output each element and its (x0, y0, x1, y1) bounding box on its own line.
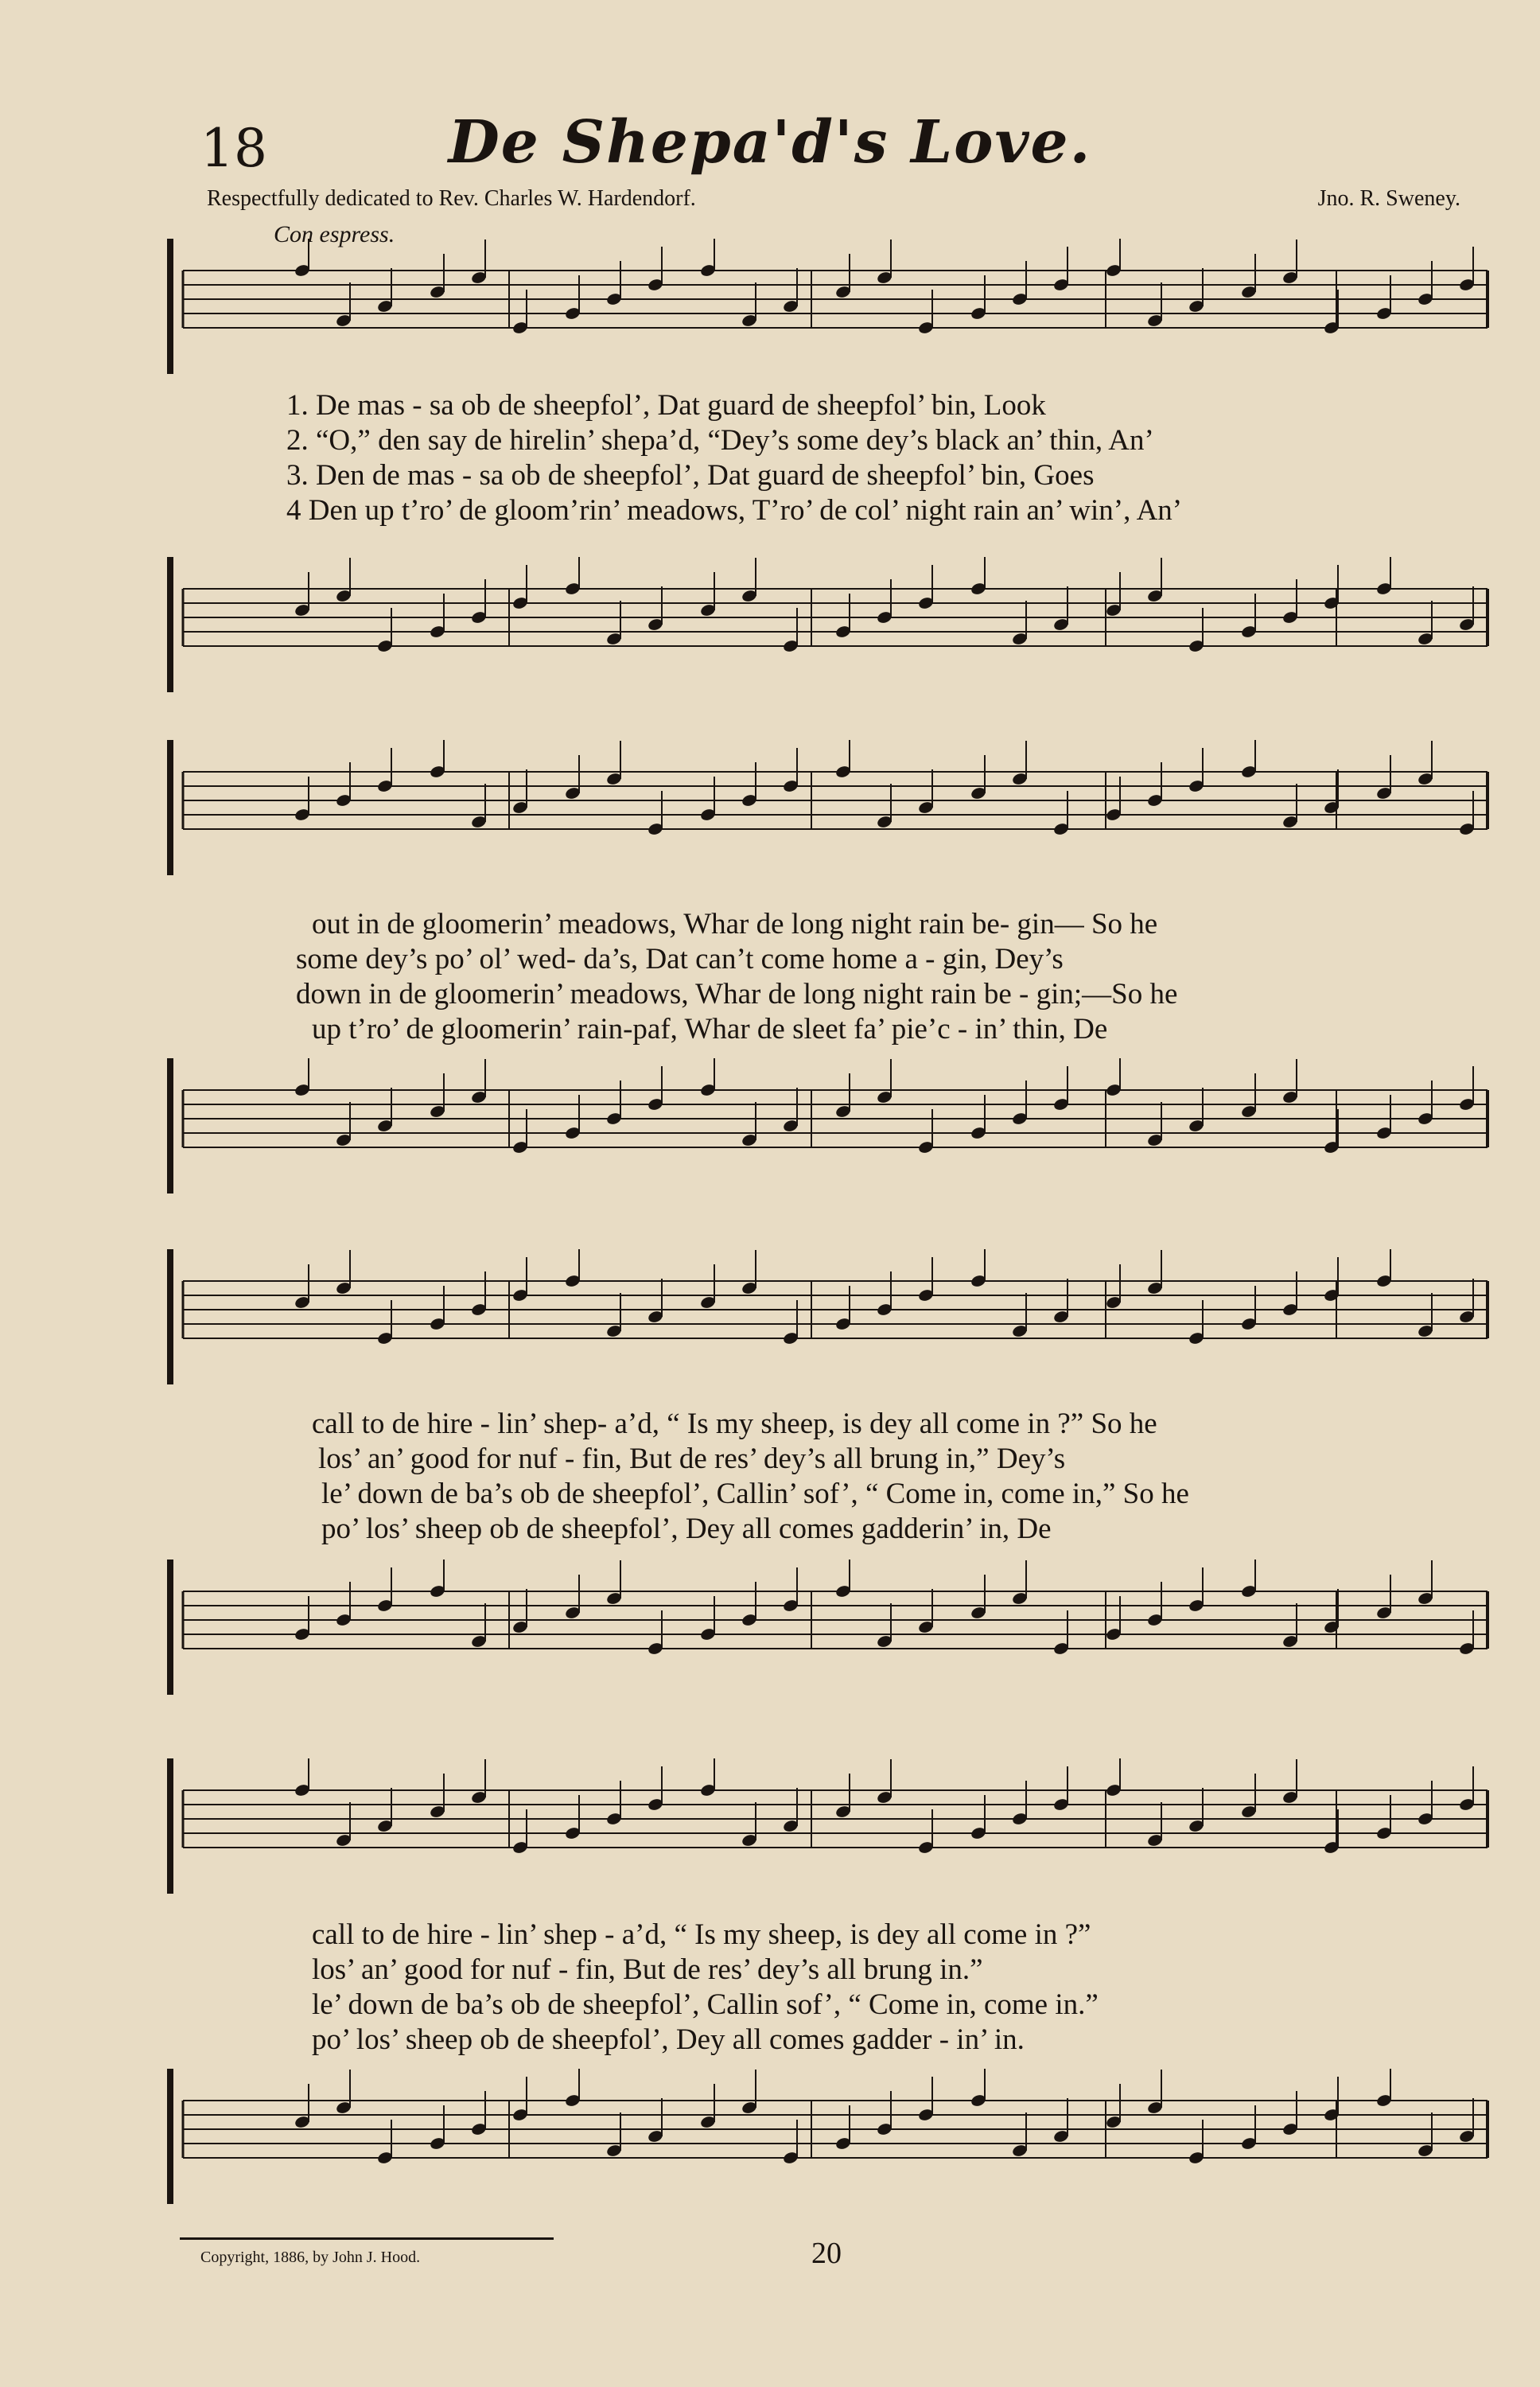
note-head (376, 2120, 393, 2165)
note-head (1375, 755, 1392, 800)
note-head (1323, 565, 1340, 610)
note-head (1458, 247, 1475, 292)
lyric-line: los’ an’ good for nuf - fin, But de res’ dey’s all brung in,” Dey’s (318, 1443, 1066, 1475)
note-head (294, 572, 310, 617)
note-head (647, 1610, 663, 1656)
note-head (294, 1264, 310, 1310)
note-head (741, 1102, 757, 1147)
note-head (1011, 261, 1028, 306)
note-head (1240, 1560, 1257, 1598)
note-head (917, 565, 934, 610)
note-head (970, 1249, 986, 1288)
note-head (605, 1560, 622, 1606)
note-head (1323, 1109, 1340, 1155)
note-head (970, 1795, 986, 1840)
note-head (1323, 1257, 1340, 1303)
note-head (970, 1575, 986, 1620)
note-head (470, 1271, 487, 1317)
note-head (699, 1058, 716, 1097)
note-head (1375, 1095, 1392, 1140)
lyric-line: call to de hire - lin’ shep - a’d, “ Is my sheep, is dey all come in ?” (312, 1918, 1091, 1951)
hymn-title: De Shepa'd's Love. (448, 108, 1092, 177)
note-head (335, 558, 352, 603)
lyric-line: some dey’s po’ ol’ wed- da’s, Dat can’t come home a - gin, Dey’s (296, 943, 1064, 975)
note-head (429, 1774, 445, 1819)
note-head (470, 1759, 487, 1805)
note-head (917, 2077, 934, 2122)
note-head (470, 2091, 487, 2136)
bass-staff-system-1 (159, 557, 1495, 692)
note-head (1105, 1596, 1122, 1641)
lyric-line: le’ down de ba’s ob de sheepfol’, Callin sof’, “ Come in, come in.” (312, 1988, 1099, 2021)
lyric-line: 2. “O,” den say de hirelin’ shepa’d, “Dey’s some dey’s black an’ thin, An’ (286, 424, 1154, 457)
note-head (564, 1249, 581, 1288)
note-head (1417, 741, 1433, 786)
note-head (470, 239, 487, 285)
note-head (834, 740, 851, 779)
note-head (1240, 1073, 1257, 1119)
note-head (1188, 608, 1204, 653)
lyric-line: 1. De mas - sa ob de sheepfol’, Dat guard de sheepfol’ bin, Look (286, 389, 1046, 422)
note-head (834, 594, 851, 639)
note-head (834, 1774, 851, 1819)
note-head (782, 1567, 799, 1613)
note-head (605, 261, 622, 306)
bass-staff-system-4 (159, 2069, 1495, 2204)
note-head (782, 1788, 799, 1833)
note-head (335, 762, 352, 808)
note-head (699, 1758, 716, 1797)
note-head (1146, 1102, 1163, 1147)
note-head (1105, 572, 1122, 617)
note-head (376, 268, 393, 313)
lyric-line: po’ los’ sheep ob de sheepfol’, Dey all comes gadder - in’ in. (312, 2023, 1025, 2056)
note-head (1188, 2120, 1204, 2165)
note-head (1417, 261, 1433, 306)
note-head (1281, 2091, 1298, 2136)
note-head (294, 1058, 310, 1097)
note-head (1052, 2098, 1069, 2144)
note-head (970, 2069, 986, 2108)
note-head (1105, 2084, 1122, 2129)
note-head (876, 1271, 892, 1317)
dedication: Respectfully dedicated to Rev. Charles W. Hardendorf. (207, 186, 696, 211)
note-head (1458, 1066, 1475, 1112)
note-head (741, 1582, 757, 1627)
note-head (511, 565, 528, 610)
note-head (564, 275, 581, 321)
note-head (1417, 1781, 1433, 1826)
note-head (429, 1560, 445, 1598)
treble-staff-system-1 (159, 239, 1495, 374)
note-head (1323, 2077, 1340, 2122)
note-head (1323, 1809, 1340, 1855)
note-head (1052, 1766, 1069, 1812)
note-head (647, 1766, 663, 1812)
note-head (1375, 275, 1392, 321)
note-head (1146, 2070, 1163, 2115)
note-head (876, 2091, 892, 2136)
note-head (470, 1603, 487, 1649)
note-head (564, 1095, 581, 1140)
note-head (1146, 1802, 1163, 1848)
page-number: 18 (200, 118, 267, 179)
note-head (511, 1109, 528, 1155)
note-head (1146, 558, 1163, 603)
note-head (1105, 1264, 1122, 1310)
note-head (647, 586, 663, 632)
note-head (1240, 1774, 1257, 1819)
copyright-notice: Copyright, 1886, by John J. Hood. (200, 2249, 421, 2266)
note-head (605, 1081, 622, 1126)
note-head (1323, 290, 1340, 335)
note-head (1105, 239, 1122, 278)
note-head (782, 268, 799, 313)
note-head (1188, 1567, 1204, 1613)
note-head (1188, 1088, 1204, 1133)
bass-staff-system-3 (159, 1560, 1495, 1695)
note-head (876, 1059, 892, 1104)
composer: Jno. R. Sweney. (1317, 186, 1460, 211)
note-head (782, 608, 799, 653)
note-head (1052, 586, 1069, 632)
note-head (564, 2069, 581, 2108)
footer-page-number: 20 (811, 2237, 842, 2270)
note-head (647, 791, 663, 836)
note-head (741, 762, 757, 808)
lyric-line: 4 Den up t’ro’ de gloom’rin’ meadows, T’ro’ de col’ night rain an’ win’, An’ (286, 494, 1183, 527)
note-head (876, 239, 892, 285)
note-head (429, 1286, 445, 1331)
note-head (1323, 769, 1340, 815)
note-head (1281, 1271, 1298, 1317)
note-head (1458, 1610, 1475, 1656)
note-head (511, 1257, 528, 1303)
note-head (741, 282, 757, 328)
note-head (511, 1589, 528, 1634)
note-head (1011, 1781, 1028, 1826)
note-head (917, 1257, 934, 1303)
note-head (970, 557, 986, 596)
note-head (1052, 1610, 1069, 1656)
note-head (511, 290, 528, 335)
note-head (782, 1088, 799, 1133)
note-head (335, 1582, 352, 1627)
note-head (511, 1809, 528, 1855)
note-head (511, 2077, 528, 2122)
note-head (1052, 247, 1069, 292)
note-head (470, 1059, 487, 1104)
note-head (782, 1300, 799, 1345)
note-head (834, 1286, 851, 1331)
note-head (699, 2084, 716, 2129)
note-head (511, 769, 528, 815)
note-head (917, 769, 934, 815)
note-head (834, 1560, 851, 1598)
note-head (741, 1802, 757, 1848)
note-head (429, 740, 445, 779)
note-head (1188, 1788, 1204, 1833)
note-head (1146, 762, 1163, 808)
note-head (294, 239, 310, 278)
note-head (1281, 1759, 1298, 1805)
note-head (647, 2098, 663, 2144)
treble-staff-system-4 (159, 1758, 1495, 1894)
note-head (1375, 2069, 1392, 2108)
note-head (699, 1596, 716, 1641)
note-head (699, 777, 716, 822)
note-head (1417, 2112, 1433, 2158)
note-head (335, 282, 352, 328)
note-head (376, 1788, 393, 1833)
note-head (917, 1109, 934, 1155)
lyric-line: 3. Den de mas - sa ob de sheepfol’, Dat guard de sheepfol’ bin, Goes (286, 459, 1095, 492)
note-head (834, 1073, 851, 1119)
note-head (1240, 594, 1257, 639)
note-head (699, 1264, 716, 1310)
note-head (335, 2070, 352, 2115)
note-head (917, 290, 934, 335)
note-head (1281, 1059, 1298, 1104)
tempo-marking: Con espress. (274, 221, 395, 247)
note-head (917, 1589, 934, 1634)
note-head (429, 2105, 445, 2151)
note-head (1188, 748, 1204, 793)
note-head (647, 247, 663, 292)
note-head (741, 1250, 757, 1295)
note-head (1146, 282, 1163, 328)
note-head (876, 579, 892, 625)
note-head (1281, 784, 1298, 829)
note-head (294, 2084, 310, 2129)
note-head (470, 579, 487, 625)
treble-staff-system-2 (159, 740, 1495, 875)
note-head (876, 784, 892, 829)
note-head (294, 777, 310, 822)
note-head (699, 239, 716, 278)
note-head (335, 1250, 352, 1295)
note-head (970, 1095, 986, 1140)
note-head (429, 1073, 445, 1119)
lyric-line: out in de gloomerin’ meadows, Whar de long night rain be- gin— So he (312, 908, 1158, 940)
note-head (699, 572, 716, 617)
note-head (741, 558, 757, 603)
note-head (1417, 1293, 1433, 1338)
note-head (1011, 1560, 1028, 1606)
note-head (1052, 1066, 1069, 1112)
note-head (564, 1795, 581, 1840)
lyric-line: call to de hire - lin’ shep- a’d, “ Is my sheep, is dey all come in ?” So he (312, 1408, 1157, 1440)
note-head (376, 1300, 393, 1345)
note-head (1105, 1758, 1122, 1797)
note-head (1105, 1058, 1122, 1097)
note-head (834, 254, 851, 299)
note-head (376, 1567, 393, 1613)
note-head (1281, 239, 1298, 285)
note-head (1417, 601, 1433, 646)
note-head (1375, 1575, 1392, 1620)
note-head (564, 755, 581, 800)
lyric-line: le’ down de ba’s ob de sheepfol’, Callin’ sof’, “ Come in, come in,” So he (321, 1478, 1189, 1510)
note-head (1375, 1795, 1392, 1840)
note-head (294, 1758, 310, 1797)
note-head (1240, 2105, 1257, 2151)
note-head (1011, 1081, 1028, 1126)
note-head (1146, 1582, 1163, 1627)
note-head (1375, 1249, 1392, 1288)
note-head (564, 1575, 581, 1620)
note-head (605, 2112, 622, 2158)
note-head (429, 254, 445, 299)
note-head (1458, 2098, 1475, 2144)
note-head (1240, 740, 1257, 779)
note-head (1146, 1250, 1163, 1295)
note-head (834, 2105, 851, 2151)
note-head (1458, 586, 1475, 632)
note-head (970, 755, 986, 800)
note-head (1240, 254, 1257, 299)
note-head (605, 741, 622, 786)
note-head (1188, 1300, 1204, 1345)
note-head (876, 1759, 892, 1805)
note-head (335, 1802, 352, 1848)
note-head (1281, 1603, 1298, 1649)
note-head (470, 784, 487, 829)
note-head (970, 275, 986, 321)
note-head (1105, 777, 1122, 822)
treble-staff-system-3 (159, 1249, 1495, 1384)
note-head (605, 1781, 622, 1826)
note-head (1011, 601, 1028, 646)
note-head (1458, 1766, 1475, 1812)
lyric-line: up t’ro’ de gloomerin’ rain-paf, Whar de sleet fa’ pie’c - in’ thin, De (312, 1013, 1108, 1046)
note-head (564, 557, 581, 596)
note-head (647, 1279, 663, 1324)
note-head (376, 608, 393, 653)
note-head (1417, 1560, 1433, 1606)
note-head (1458, 791, 1475, 836)
note-head (605, 1293, 622, 1338)
note-head (1458, 1279, 1475, 1324)
note-head (1240, 1286, 1257, 1331)
lyric-line: los’ an’ good for nuf - fin, But de res’ dey’s all brung in.” (312, 1953, 983, 1986)
note-head (1417, 1081, 1433, 1126)
note-head (741, 2070, 757, 2115)
note-head (294, 1596, 310, 1641)
note-head (782, 748, 799, 793)
note-head (647, 1066, 663, 1112)
note-head (876, 1603, 892, 1649)
note-head (1323, 1589, 1340, 1634)
lyric-line: po’ los’ sheep ob de sheepfol’, Dey all comes gadderin’ in, De (321, 1513, 1052, 1545)
note-head (1052, 1279, 1069, 1324)
note-head (1281, 579, 1298, 625)
lyric-line: down in de gloomerin’ meadows, Whar de long night rain be - gin;—So he (296, 978, 1178, 1010)
note-head (335, 1102, 352, 1147)
note-head (1011, 741, 1028, 786)
note-head (376, 1088, 393, 1133)
note-head (605, 601, 622, 646)
note-head (376, 748, 393, 793)
note-head (1052, 791, 1069, 836)
note-head (1375, 557, 1392, 596)
bass-staff-system-2 (159, 1058, 1495, 1194)
note-head (1011, 2112, 1028, 2158)
note-head (917, 1809, 934, 1855)
note-head (1011, 1293, 1028, 1338)
note-head (782, 2120, 799, 2165)
footer-rule (180, 2237, 554, 2240)
note-head (1188, 268, 1204, 313)
note-head (429, 594, 445, 639)
